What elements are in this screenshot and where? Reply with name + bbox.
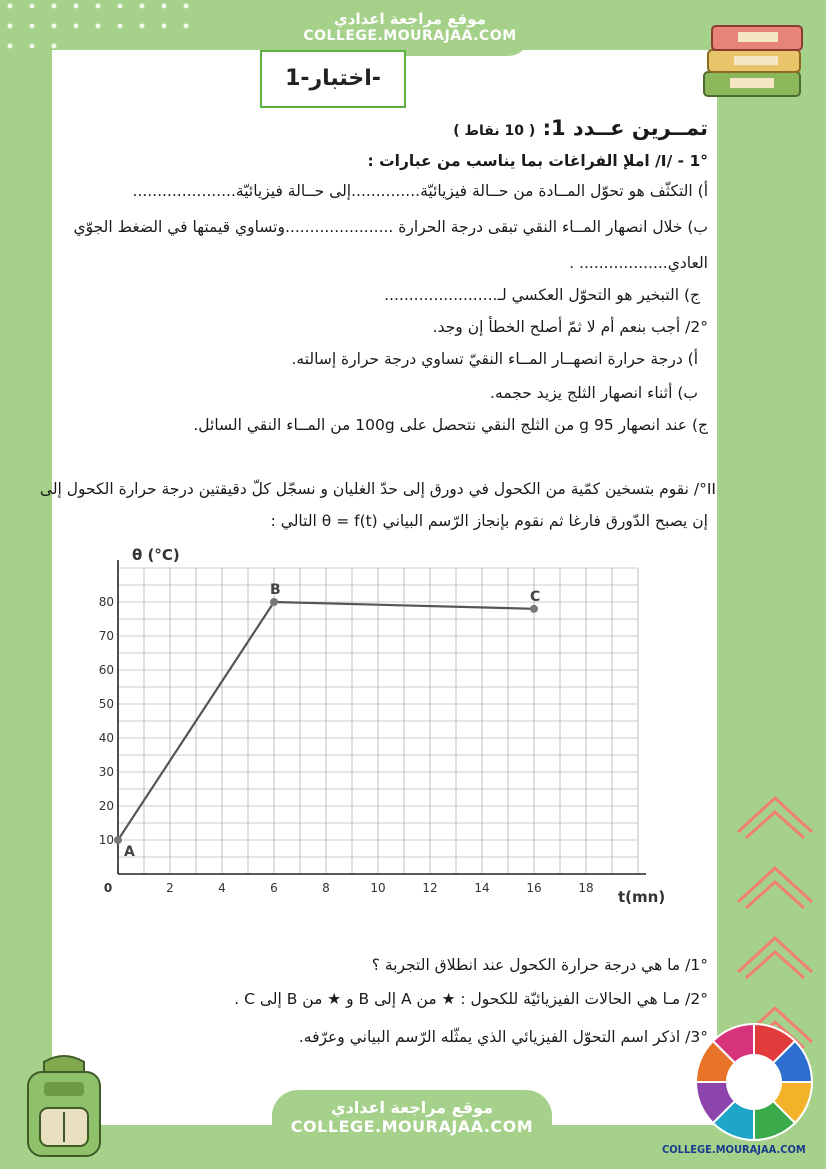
footer-site-name-arabic: موقع مراجعة اعدادي [330,1098,494,1117]
site-url[interactable]: COLLEGE.MOURAJAA.COM [303,28,517,44]
x-tick-label: 16 [526,881,542,895]
x-axis-label: t(mn) [618,888,666,906]
part2-q1: 1°/ ما هي درجة حرارة الكحول عند انطلاق التجربة ؟ [371,956,708,974]
x-tick-label: 14 [474,881,490,895]
x-tick-label: 2 [166,881,174,895]
exercise-title-text: تمــرين عــدد 1: [542,116,708,140]
site-header-tab [290,8,530,56]
part2-intro-line2: إن يصبح الدّورق فارغا ثم نقوم بإنجاز الرّسم البياني θ = f(t) التالي : [270,512,708,530]
part2-q2: 2°/ مـا هي الحالات الفيزيائيّة للكحول : ★ من A إلى B و ★ من B إلى C . [234,990,708,1008]
x-tick-label: 18 [578,881,594,895]
data-point-label: C [530,588,541,605]
footer-site-url[interactable]: COLLEGE.MOURAJAA.COM [290,1117,534,1136]
data-point-a [114,836,122,844]
part1-q2-b: ب) أثناء انصهار الثلج يزيد حجمه. [490,384,698,402]
y-tick-label: 70 [98,629,114,643]
site-footer-tab [272,1090,552,1154]
x-tick-label: 12 [422,881,438,895]
x-tick-label: 8 [322,881,330,895]
x-tick-label: 6 [270,881,278,895]
part1-q1-b-line2: العادي.................. . [569,254,708,272]
decorative-dots [0,0,200,50]
data-point-label: A [124,844,135,860]
exercise-title [453,116,708,140]
test-title-box: اختبار-1- [260,50,406,108]
y-tick-label: 60 [98,663,114,677]
logo-site-url[interactable]: COLLEGE.MOURAJAA.COM [662,1143,806,1156]
y-tick-label: 10 [98,833,114,847]
part1-q2-a: أ) درجة حرارة انصهــار المــاء النقيّ تساوي درجة حرارة إسالته. [291,350,698,368]
part1-q1-heading: I/ - 1°/ املإ الفراغات بما يناسب من عبارات : [367,152,708,170]
part1-q1-a: أ) التكثّف هو تحوّل المــادة من حــالة فيزيائيّة..............إلى حــالة فيزيائيّة..................... [132,182,708,200]
part1-q1-b-line1: ب) خلال انصهار المــاء النقي تبقى درجة الحرارة ......................وتساوي قيمتها في الضغط الجوّي [73,218,708,236]
data-point-b [270,598,278,606]
y-axis-label: θ (°C) [132,546,180,564]
y-tick-label: 40 [98,731,114,745]
books-icon [694,14,814,104]
y-tick-label: 20 [98,799,114,813]
part2-intro-line1: II°/ نقوم بتسخين كمّية من الكحول في دورق إلى حدّ الغليان و نسجّل كلّ دقيقتين درجة حرارة الكحول إلى [39,480,716,498]
x-tick-label: 4 [218,881,226,895]
backpack-icon [14,1052,114,1162]
part2-q3: 3°/ اذكر اسم التحوّل الفيزيائي الذي يمثّله الرّسم البياني وعرّفه. [298,1028,708,1046]
temperature-time-chart [90,528,680,918]
y-tick-label: 30 [98,765,114,779]
data-point-label: B [270,582,281,598]
exercise-points: ( 10 نقاط ) [453,123,536,139]
x-tick-label: 10 [370,881,386,895]
y-tick-label: 80 [98,595,114,609]
site-name-arabic: موقع مراجعة اعدادي [334,10,486,28]
part1-q2-heading: 2°/ أجب بنعم أم لا ثمّ أصلح الخطأ إن وجد. [432,318,708,336]
school-logo-wheel [694,1022,814,1142]
part1-q2-c: ج) عند انصهار 95 g من الثلج النقي نتحصل على 100g من المــاء النقي السائل. [193,416,708,434]
x-tick-label: 0 [103,881,113,895]
y-tick-label: 50 [98,697,114,711]
part1-q1-c: ج) التبخير هو التحوّل العكسي لـ....................... [384,286,700,304]
data-point-c [530,605,538,613]
